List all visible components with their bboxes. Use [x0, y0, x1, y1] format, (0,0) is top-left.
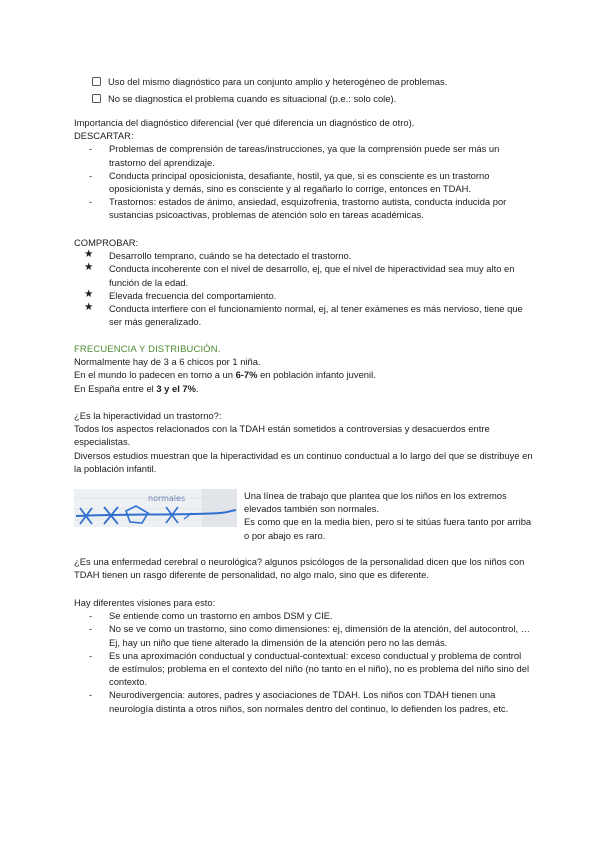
- list-item: - Trastornos: estados de ánimo, ansiedad, esquizofrenia, trastorno autista, conducta inducida por sustancias psicoactivas, problemas de atención solo en tareas académicas.: [89, 196, 507, 221]
- dash-marker: -: [89, 169, 93, 181]
- frequency-line: En el mundo lo padecen en torno a un 6-7% en población infanto juvenil.: [74, 369, 376, 381]
- star-icon: ★: [84, 301, 94, 314]
- list-item: - Se entiende como un trastorno en ambos DSM y CIE.: [89, 610, 333, 622]
- star-icon: ★: [84, 261, 94, 274]
- frequency-section: [74, 342, 534, 395]
- hyperactivity-section: [74, 409, 534, 475]
- list-item: ★ Elevada frecuencia del comportamiento.: [84, 287, 277, 301]
- checklist-item: [92, 73, 552, 90]
- differential-intro: Importancia del diagnóstico diferencial (ver qué diferencia un diagnóstico de otro).: [74, 117, 415, 128]
- checklist-item-text: Uso del mismo diagnóstico para un conjunto amplio y heterogéneo de problemas.: [108, 75, 448, 87]
- hyperactivity-paragraph: Todos los aspectos relacionados con la TDAH están sometidos a controversias y desacuerdos entre especialistas.: [74, 423, 490, 448]
- list-item: ★ Conducta interfiere con el funcionamiento normal, ej, al tener exámenes es más nervioso, tiene que ser más generalizado.: [84, 301, 523, 328]
- list-item: ★ Conducta incoherente con el nivel de desarrollo, ej, que el nivel de hiperactividad sea muy alto en función de la edad.: [84, 261, 515, 288]
- list-item: - Problemas de comprensión de tareas/instrucciones, ya que la comprensión puede ser más un trastorno del aprendizaje.: [89, 143, 500, 168]
- dash-marker: -: [89, 623, 93, 635]
- comprobar-list: [74, 249, 534, 328]
- continuum-sketch-image: [74, 489, 237, 527]
- brain-question-section: [74, 555, 534, 581]
- dash-marker: -: [89, 689, 93, 701]
- list-item: - Es una aproximación conductual y conductual-contextual: exceso conductual y problema de control de estímulos; problema en el contexto del niño (no tanto en el niño), no es problema del niño sino del contexto.: [89, 649, 530, 688]
- hyperactivity-question: ¿Es la hiperactividad un trastorno?:: [74, 410, 222, 421]
- comprobar-section: [74, 236, 534, 328]
- descartar-list: [74, 142, 534, 221]
- checkbox[interactable]: [92, 94, 101, 103]
- dash-marker: -: [89, 196, 93, 208]
- differential-section: [74, 116, 534, 222]
- dash-marker: -: [89, 143, 93, 155]
- list-item: - Neurodivergencia: autores, padres y asociaciones de TDAH. Los niños con TDAH tienen una neurología distinta a otros niños, son normales dentro del continuo, lo defienden los padres, etc.: [89, 689, 509, 714]
- checklist-item-text: No se diagnostica el problema cuando es situacional (p.e.: solo cole).: [108, 92, 397, 104]
- comprobar-label: COMPROBAR:: [74, 237, 139, 248]
- figure-caption-line: Es como que en la media bien, pero si te sitúas fuera tanto por arriba o por abajo es raro.: [244, 516, 532, 541]
- frequency-heading: FRECUENCIA Y DISTRIBUCIÓN.: [74, 343, 221, 354]
- brain-question-paragraph: ¿Es una enfermedad cerebral o neurológica? algunos psicólogos de la personalidad dicen que los niños con TDAH tienen un rasgo diferente de personalidad, no algo malo, sino que es diferente.: [74, 556, 525, 581]
- visions-intro: Hay diferentes visiones para esto:: [74, 597, 216, 608]
- dash-marker: -: [89, 649, 93, 661]
- sketch-label: normales: [148, 494, 186, 503]
- hyperactivity-paragraph: Diversos estudios muestran que la hiperactividad es un continuo conductual a lo largo del que se distribuye en la población infantil.: [74, 449, 533, 474]
- star-icon: ★: [84, 287, 94, 300]
- frequency-line: En España entre el 3 y el 7%.: [74, 382, 199, 394]
- dash-marker: -: [89, 610, 93, 622]
- frequency-line: Normalmente hay de 3 a 6 chicos por 1 niña.: [74, 356, 261, 368]
- descartar-label: DESCARTAR:: [74, 130, 134, 142]
- visions-list: [74, 609, 534, 715]
- list-item: - No se ve como un trastorno, sino como dimensiones: ej, dimensión de la atención, del autocontrol, … Ej, hay un niño que tiene alterado la dimensión de la atención pero no las demás.: [89, 623, 531, 648]
- figure-caption: [244, 489, 534, 542]
- checklist: [92, 73, 552, 107]
- figure-caption-line: Una línea de trabajo que plantea que los niños en los extremos elevados también son normales.: [244, 490, 507, 515]
- figure-row: [74, 489, 534, 541]
- list-item: - Conducta principal oposicionista, desafiante, hostil, ya que, si es consciente es un trastorno oposicionista y demás, sino es consciente y al regañarlo lo corrige, entonces en TDAH.: [89, 169, 490, 195]
- star-icon: ★: [84, 248, 94, 261]
- continuum-sketch: [74, 489, 237, 527]
- checkbox[interactable]: [92, 77, 101, 86]
- list-item: ★ Desarrollo temprano, cuándo se ha detectado el trastorno.: [84, 248, 352, 262]
- checklist-item: [92, 90, 552, 107]
- visions-section: [74, 596, 534, 715]
